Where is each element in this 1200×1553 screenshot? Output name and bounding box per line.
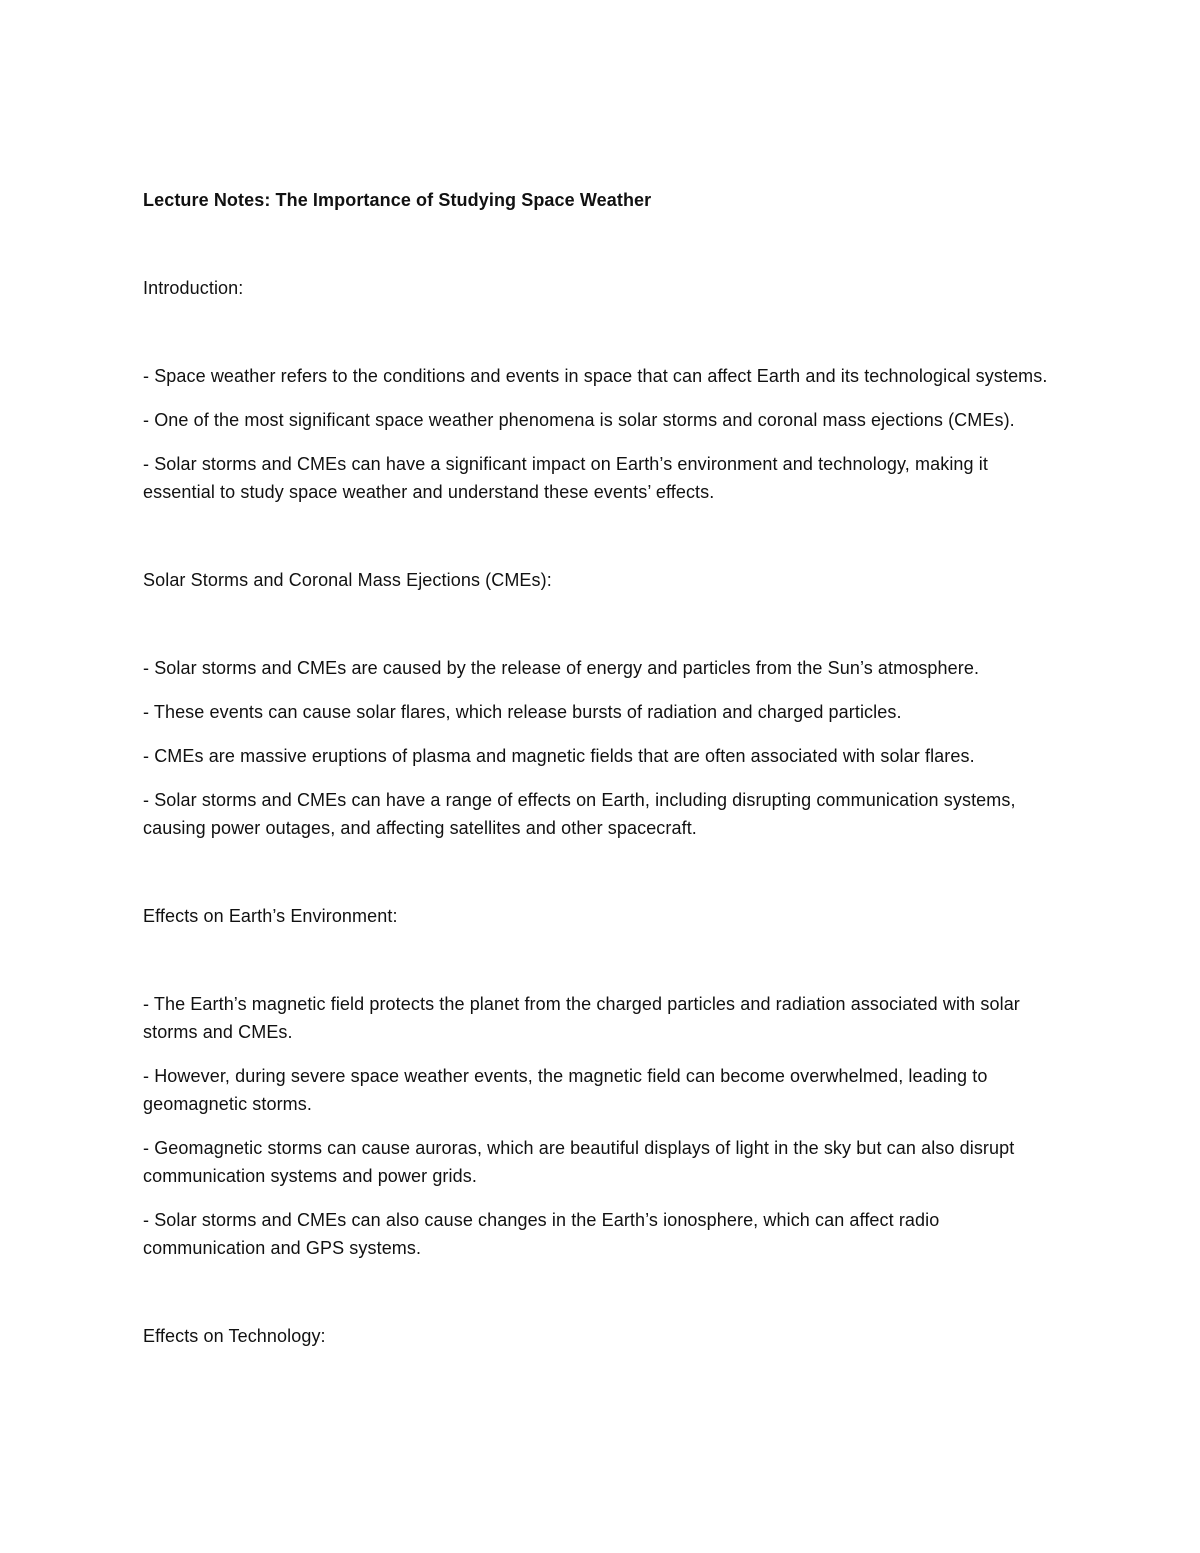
bullet-paragraph: - These events can cause solar flares, which release bursts of radiation and charged particles. <box>143 702 902 722</box>
bullet-paragraph: - Space weather refers to the conditions and events in space that can affect Earth and its technological systems. <box>143 366 1048 386</box>
bullet-paragraph: - Geomagnetic storms can cause auroras, which are beautiful displays of light in the sky but can also disrupt communication systems and power grids. <box>143 1138 1015 1186</box>
bullet-paragraph: - Solar storms and CMEs can have a significant impact on Earth’s environment and technology, making it essential to study space weather and understand these events’ effects. <box>143 454 988 502</box>
bullet-paragraph: - Solar storms and CMEs can have a range of effects on Earth, including disrupting communication systems, causing power outages, and affecting satellites and other spacecraft. <box>143 790 1016 838</box>
bullet-paragraph: - Solar storms and CMEs are caused by the release of energy and particles from the Sun’s atmosphere. <box>143 658 980 678</box>
bullet-paragraph: - The Earth’s magnetic field protects the planet from the charged particles and radiation associated with solar storms and CMEs. <box>143 994 1020 1042</box>
section-heading-introduction: Introduction: <box>143 278 244 298</box>
bullet-paragraph: - Solar storms and CMEs can also cause changes in the Earth’s ionosphere, which can affect radio communication and GPS systems. <box>143 1210 940 1258</box>
document-body <box>143 186 1063 1350</box>
document-title: Lecture Notes: The Importance of Studying Space Weather <box>143 190 652 210</box>
bullet-paragraph: - CMEs are massive eruptions of plasma and magnetic fields that are often associated with solar flares. <box>143 746 975 766</box>
bullet-paragraph: - However, during severe space weather events, the magnetic field can become overwhelmed, leading to geomagnetic storms. <box>143 1066 988 1114</box>
section-heading-solar-storms: Solar Storms and Coronal Mass Ejections (CMEs): <box>143 570 552 590</box>
section-heading-earth-environment: Effects on Earth’s Environment: <box>143 906 398 926</box>
section-heading-technology: Effects on Technology: <box>143 1326 326 1346</box>
bullet-paragraph: - One of the most significant space weather phenomena is solar storms and coronal mass ejections (CMEs). <box>143 410 1015 430</box>
